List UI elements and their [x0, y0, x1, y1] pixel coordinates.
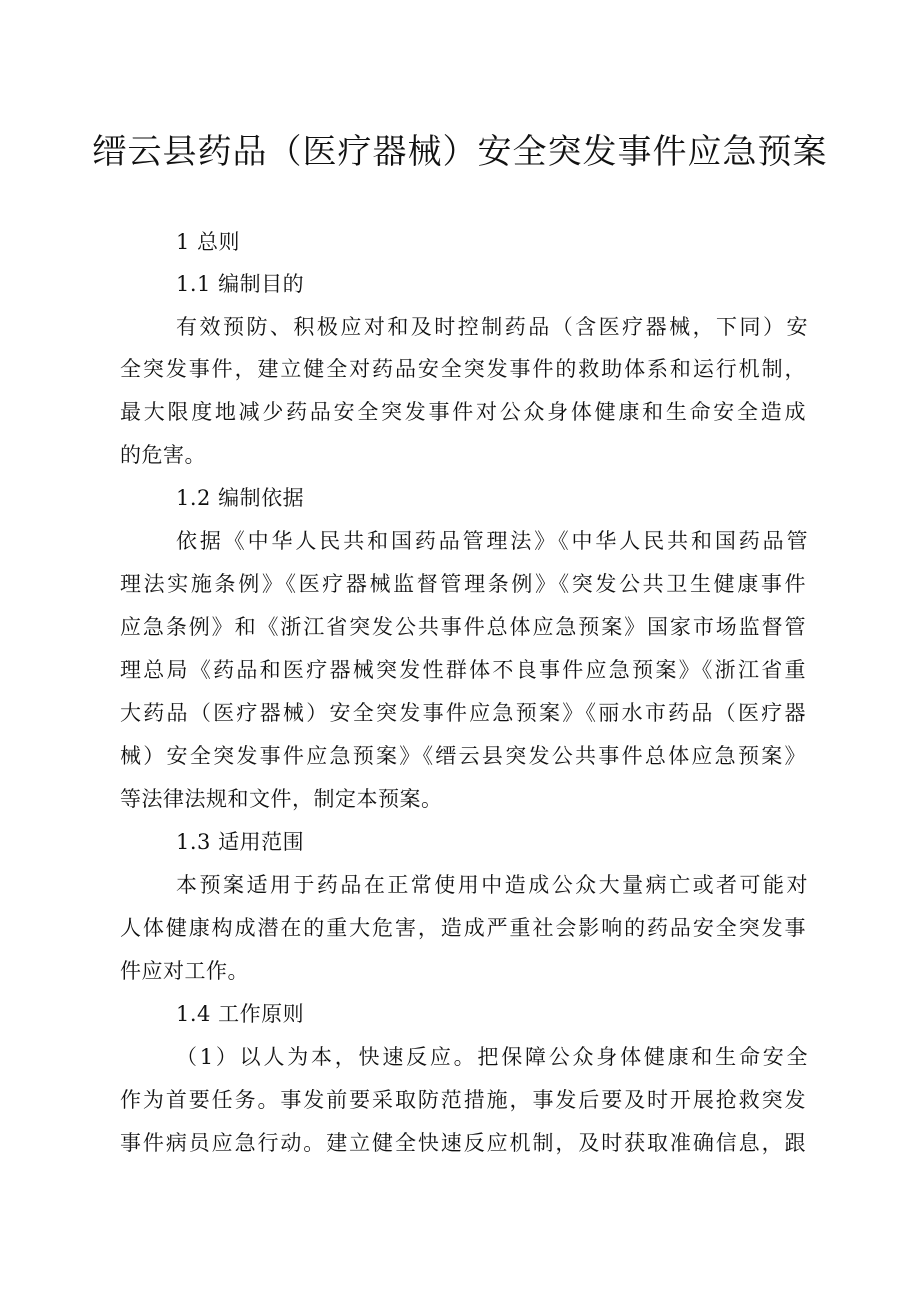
paragraph-line: 理总局《药品和医疗器械突发性群体不良事件应急预案》《浙江省重 [120, 658, 806, 682]
paragraph-line: （1）以人为本，快速反应。把保障公众身体健康和生命安全 [176, 1045, 808, 1069]
paragraph-line: 事件病员应急行动。建立健全快速反应机制，及时获取准确信息，跟 [120, 1131, 806, 1155]
paragraph-line: 有效预防、积极应对和及时控制药品（含医疗器械，下同）安 [176, 315, 808, 339]
heading-1-general: 1 总则 [176, 230, 241, 254]
paragraph-line: 件应对工作。 [120, 959, 249, 983]
paragraph-line: 人体健康构成潜在的重大危害，造成严重社会影响的药品安全突发事 [120, 916, 806, 940]
paragraph-line: 全突发事件，建立健全对药品安全突发事件的救助体系和运行机制， [120, 357, 806, 381]
paragraph-line: 最大限度地减少药品安全突发事件对公众身体健康和生命安全造成 [120, 400, 806, 424]
paragraph-line: 应急条例》和《浙江省突发公共事件总体应急预案》国家市场监督管 [120, 615, 806, 639]
document-title: 缙云县药品（医疗器械）安全突发事件应急预案 [92, 132, 828, 172]
paragraph-line: 等法律法规和文件，制定本预案。 [120, 787, 443, 811]
heading-1-4-principles: 1.4 工作原则 [176, 1002, 305, 1026]
heading-1-2-basis: 1.2 编制依据 [176, 486, 305, 510]
paragraph-line: 作为首要任务。事发前要采取防范措施，事发后要及时开展抢救突发 [120, 1088, 806, 1112]
paragraph-line: 依据《中华人民共和国药品管理法》《中华人民共和国药品管 [176, 529, 808, 553]
paragraph-line: 大药品（医疗器械）安全突发事件应急预案》《丽水市药品（医疗器 [120, 701, 806, 725]
paragraph-line: 本预案适用于药品在正常使用中造成公众大量病亡或者可能对 [176, 873, 808, 897]
heading-1-3-scope: 1.3 适用范围 [176, 830, 305, 854]
paragraph-line: 理法实施条例》《医疗器械监督管理条例》《突发公共卫生健康事件 [120, 572, 806, 596]
paragraph-line: 械）安全突发事件应急预案》《缙云县突发公共事件总体应急预案》 [120, 744, 806, 768]
heading-1-1-purpose: 1.1 编制目的 [176, 272, 305, 296]
paragraph-line: 的危害。 [120, 443, 206, 467]
